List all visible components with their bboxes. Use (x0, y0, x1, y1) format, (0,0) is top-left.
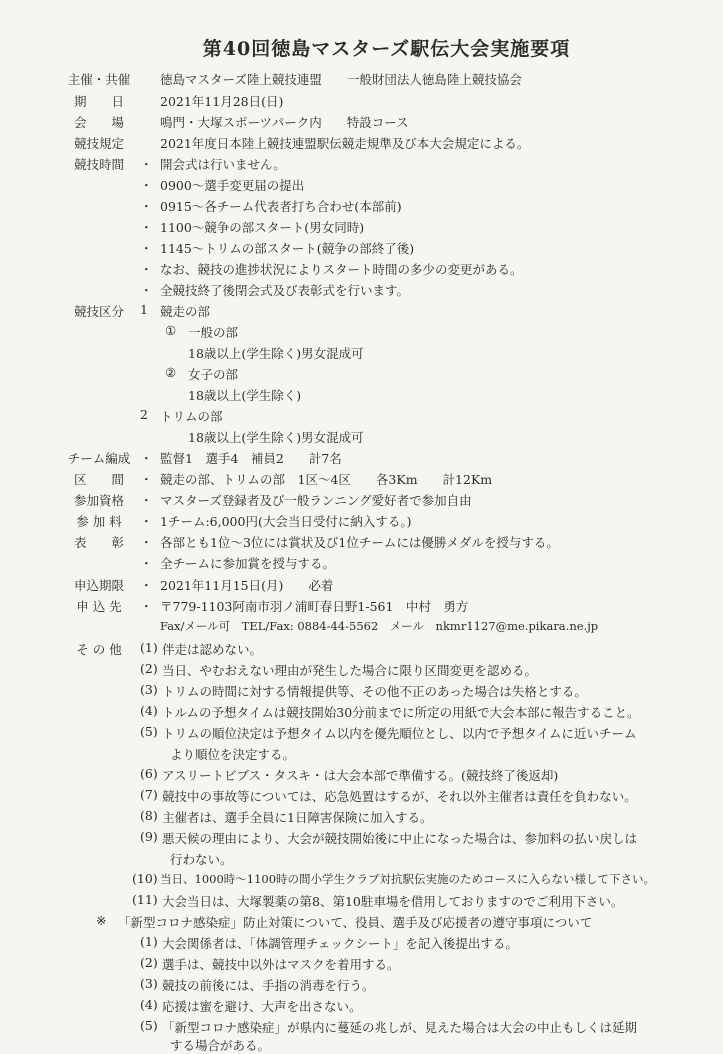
bullet: ・ (140, 241, 153, 256)
label-fee: 参 加 料 (76, 514, 122, 529)
item-number: (3) (140, 976, 158, 991)
item-text: 競技中の事故等については、応急処置はするが、それ以外主催者は責任を負わない。 (162, 789, 637, 804)
item-number: (10) (132, 871, 158, 886)
text-section: 競走の部、トリムの部 1区～4区 各3Km 計12Km (160, 472, 493, 487)
time-text: 1145～トリムの部スタート(競争の部終了後) (160, 241, 415, 256)
bullet: ・ (140, 599, 153, 614)
label-section: 区 間 (73, 472, 124, 487)
division-name: 競走の部 (160, 304, 211, 319)
item-number: (9) (140, 829, 158, 844)
time-text: 開会式は行いません。 (160, 157, 286, 172)
row-section (0, 470, 723, 492)
row-team (0, 449, 723, 471)
label-other: そ の 他 (76, 642, 122, 657)
item-text: 行わない。 (170, 852, 233, 867)
time-text: 全競技終了後閉会式及び表彰式を行います。 (160, 283, 410, 298)
division-number: 1 (140, 302, 148, 317)
item-text: 主催者は、選手全員に1日障害保険に加入する。 (162, 810, 433, 825)
text-date: 2021年11月28日(日) (160, 94, 284, 109)
item-text: 大会関係者は、「体調管理チェックシート」を記入後提出する。 (162, 936, 518, 951)
item-number: (5) (140, 724, 158, 739)
row-organizer (0, 70, 723, 92)
category-name: 女子の部 (188, 367, 239, 382)
category-mark: ① (165, 323, 177, 338)
text-award: 各部とも1位～3位には賞状及び1位チームには優勝メダルを授与する。 (160, 535, 559, 550)
row-rules (0, 134, 723, 156)
item-number: (7) (140, 787, 158, 802)
text-rules: 2021年度日本陸上競技連盟駅伝競走規準及び本大会規定による。 (160, 136, 530, 151)
item-text: 応援は蜜を避け、大声を出さない。 (162, 999, 362, 1014)
label-deadline: 申込期限 (73, 578, 124, 593)
other-item (0, 892, 723, 914)
time-item (0, 218, 723, 240)
time-text: 0900～選手変更届の提出 (160, 178, 305, 193)
bullet: ・ (140, 262, 153, 277)
label-division: 競技区分 (73, 304, 124, 319)
time-item (0, 260, 723, 282)
item-number: (11) (132, 892, 158, 907)
division-condition: 18歳以上(学生除く)男女混成可 (188, 430, 364, 445)
time-item (0, 176, 723, 198)
row-date (0, 92, 723, 114)
time-item (0, 281, 723, 303)
covid-item (0, 934, 723, 956)
label-eligibility: 参加資格 (73, 493, 124, 508)
item-text: 「新型コロナ感染症」が県内に蔓延の兆しが、見えた場合は大会の中止もしくは延期 (162, 1020, 638, 1035)
item-text: 伴走は認めない。 (162, 642, 263, 657)
bullet: ・ (140, 220, 153, 235)
time-text: 1100～競争の部スタート(男女同時) (160, 220, 365, 235)
division-race (0, 302, 723, 324)
division-trim-condition (0, 428, 723, 450)
text-contact: Fax/メール可 TEL/Fax: 0884-44-5562 メール nkmr1127@me.pikara.ne.jp (160, 619, 599, 633)
label-date: 期 日 (73, 94, 124, 109)
category-condition: 18歳以上(学生除く) (188, 388, 302, 403)
text-organizer: 徳島マスターズ陸上競技連盟 一般財団法人徳島陸上競技協会 (160, 72, 522, 87)
bullet: ・ (140, 493, 153, 508)
bullet: ・ (140, 178, 153, 193)
text-participation-prize: 全チームに参加賞を授与する。 (160, 556, 336, 571)
bullet: ・ (140, 199, 153, 214)
item-number: (8) (140, 808, 158, 823)
other-item (0, 724, 723, 746)
category-women-condition (0, 386, 723, 408)
text-fee: 1チーム:6,000円(大会当日受付に納入する。) (160, 514, 412, 529)
item-text: アスリートビブス・タスキ・は大会本部で準備する。(競技終了後返却) (162, 768, 559, 783)
item-number: (4) (140, 703, 158, 718)
text-deadline: 2021年11月15日(月) 必着 (160, 578, 334, 593)
division-number: 2 (140, 407, 148, 422)
covid-item (0, 997, 723, 1019)
bullet: ・ (140, 451, 153, 466)
covid-heading-row (0, 913, 723, 935)
item-number: (4) (140, 997, 158, 1012)
item-text: トリムの時間に対する情報提供等、その他不正のあった場合は失格とする。 (162, 684, 587, 699)
item-text: 選手は、競技中以外はマスクを着用する。 (162, 957, 400, 972)
item-number: (3) (140, 682, 158, 697)
row-contact (0, 618, 723, 640)
other-item (0, 661, 723, 683)
item-text: トリムの順位決定は予想タイム以内を優先順位とし、以内で予想タイムに近いチーム (162, 726, 637, 741)
bullet: ・ (140, 556, 153, 571)
text-eligibility: マスターズ登録者及び一般ランニング愛好者で参加自由 (160, 493, 472, 508)
item-text: 競技の前後には、手指の消毒を行う。 (162, 978, 375, 993)
label-team: チーム編成 (67, 451, 131, 466)
division-name: トリムの部 (160, 409, 223, 424)
label-rules: 競技規定 (73, 136, 124, 151)
label-application: 申 込 先 (76, 599, 122, 614)
other-item (0, 703, 723, 725)
category-women (0, 365, 723, 387)
covid-item (0, 976, 723, 998)
category-name: 一般の部 (188, 325, 239, 340)
other-item (0, 871, 723, 893)
row-venue (0, 113, 723, 135)
item-text: より順位を決定する。 (170, 747, 296, 762)
covid-item-continued (0, 1036, 723, 1051)
item-number: (2) (140, 661, 158, 676)
other-item (0, 766, 723, 788)
item-text: トルムの予想タイムは競技開始30分前までに所定の用紙で大会本部に報告すること。 (162, 705, 640, 720)
item-text: 大会当日は、大塚製薬の第8、第10駐車場を借用しておりますのでご利用下さい。 (162, 894, 624, 909)
item-number: (1) (140, 934, 158, 949)
text-team: 監督1 選手4 補員2 計7名 (160, 451, 342, 466)
row-eligibility (0, 491, 723, 513)
bullet: ・ (140, 157, 153, 172)
bullet: ・ (140, 283, 153, 298)
label-award: 表 彰 (73, 535, 124, 550)
label-time: 競技時間 (73, 157, 124, 172)
item-text: 悪天候の理由により、大会が競技開始後に中止になった場合は、参加料の払い戻しは (162, 831, 638, 846)
covid-item (0, 955, 723, 977)
item-number: (1) (140, 640, 158, 655)
bullet: ・ (140, 514, 153, 529)
text-venue: 鳴門・大塚スポーツパーク内 特設コース (160, 115, 409, 130)
other-item-continued (0, 745, 723, 767)
row-deadline (0, 576, 723, 598)
document-title: 第40回徳島マスターズ駅伝大会実施要項 (202, 38, 571, 60)
row-award (0, 533, 723, 555)
item-text: する場合がある。 (170, 1038, 271, 1053)
covid-heading: 「新型コロナ感染症」防止対策について、役員、選手及び応援者の遵守事項について (118, 915, 593, 930)
other-item (0, 682, 723, 704)
row-fee (0, 512, 723, 534)
bullet: ・ (140, 578, 153, 593)
label-organizer: 主催・共催 (67, 72, 131, 87)
time-item (0, 155, 723, 177)
category-condition: 18歳以上(学生除く)男女混成可 (188, 346, 364, 361)
time-text: 0915～各チーム代表者打ち合わせ(本部前) (160, 199, 402, 214)
time-item (0, 197, 723, 219)
other-item (0, 808, 723, 830)
item-number: (5) (140, 1018, 158, 1033)
time-text: なお、競技の進捗状況によりスタート時間の多少の変更がある。 (160, 262, 523, 277)
time-item (0, 239, 723, 261)
category-general (0, 323, 723, 345)
row-participation-prize (0, 554, 723, 576)
reference-mark: ※ (96, 913, 107, 928)
label-venue: 会 場 (73, 115, 124, 130)
other-item (0, 640, 723, 662)
item-text: 当日、やむおえない理由が発生した場合に限り区間変更を認める。 (162, 663, 538, 678)
division-trim (0, 407, 723, 429)
other-item (0, 787, 723, 809)
item-number: (6) (140, 766, 158, 781)
other-item (0, 829, 723, 851)
item-text: 当日、1000時～1100時の間小学生クラブ対抗駅伝実施のためコースに入らない様して下さい。 (160, 872, 655, 886)
bullet: ・ (140, 472, 153, 487)
category-mark: ② (165, 365, 177, 380)
bullet: ・ (140, 535, 153, 550)
row-application (0, 597, 723, 619)
item-number: (2) (140, 955, 158, 970)
category-general-condition (0, 344, 723, 366)
text-application: 〒779-1103阿南市羽ノ浦町春日野1-561 中村 勇方 (160, 599, 469, 614)
other-item-continued (0, 850, 723, 872)
